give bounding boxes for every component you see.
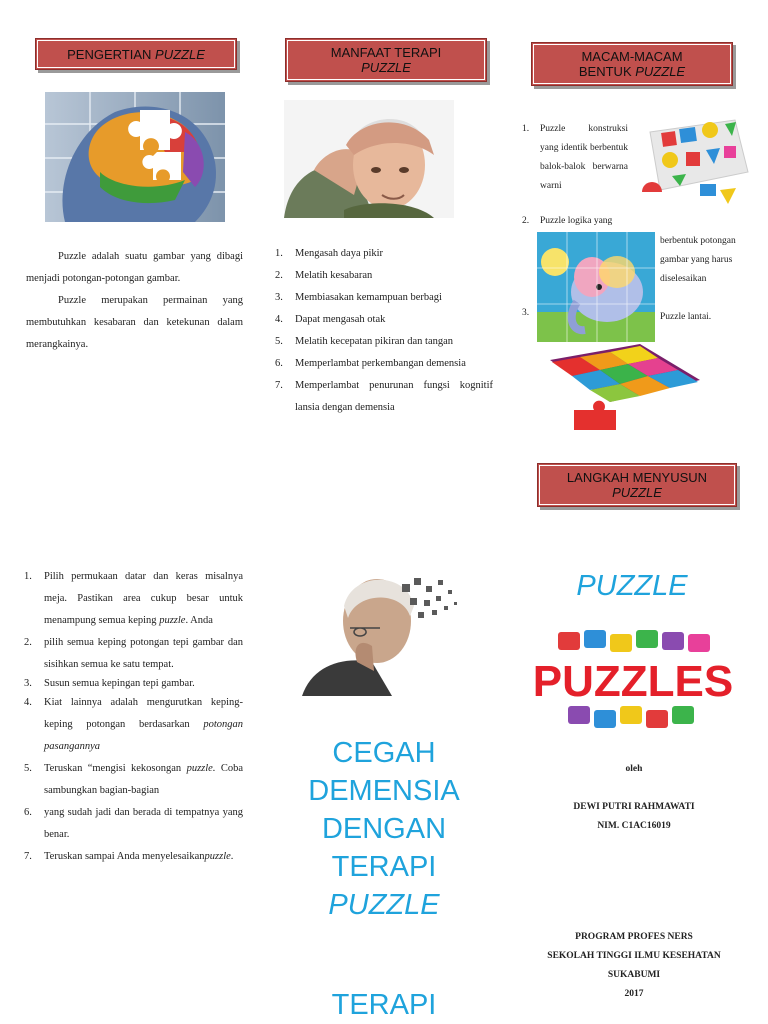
city: SUKABUMI xyxy=(607,970,661,980)
macam-item-2b: berbentuk potongan gambar yang harus diselesaikan xyxy=(660,236,736,284)
list-item: 6. Memperlambat perkembangan demensia xyxy=(275,358,466,369)
author-block xyxy=(530,798,738,836)
list-item: 5. Teruskan “mengisi kekosongan puzzle. Coba sambungkan bagian-bagian xyxy=(24,763,244,796)
list-item: 6. yang sudah jadi dan berada di tempatnya yang benar. xyxy=(24,807,243,840)
header-macam: MACAM-MACAM BENTUK PUZZLE xyxy=(531,42,733,86)
elephant-puzzle-image xyxy=(537,232,655,342)
macam-item-3-num: 3. xyxy=(522,308,530,318)
list-item: 2. pilih semua keping potongan tepi gambar dan sisihkan semua ke satu tempat. xyxy=(24,637,243,670)
cover-title: PUZZLE xyxy=(576,570,688,602)
author-nim: NIM. C1AC16019 xyxy=(597,821,671,831)
list-item: 7. Memperlambat penurunan fungsi kognitif lansia dengan demensia xyxy=(275,380,493,413)
macam-item-1: 1. Puzzle konstruksi yang identik berbentuk balok-balok berwarna warni xyxy=(522,124,628,191)
floor-puzzle-image xyxy=(540,340,710,438)
header-pengertian: PENGERTIAN PUZZLE xyxy=(35,38,237,70)
elderly-man-image xyxy=(284,100,454,218)
main-title: CEGAH DEMENSIA DENGAN TERAPI PUZZLE xyxy=(308,737,460,921)
list-item: 1. Pilih permukaan datar dan keras misalnya meja. Pastikan area cukup besar untuk menampung semua keping puzzle. Anda xyxy=(24,571,243,626)
puzzles-logo xyxy=(528,628,738,732)
list-item: 3. Susun semua kepingan tepi gambar. xyxy=(24,678,195,689)
list-item: 7. Teruskan sampai Anda menyelesaikanpuzzle. xyxy=(24,851,234,862)
header-manfaat: MANFAAT TERAPI PUZZLE xyxy=(285,38,487,82)
list-item: 5. Melatih kecepatan pikiran dan tangan xyxy=(275,336,454,347)
institution-block xyxy=(520,928,748,1004)
puzzles-logo-text: PUZZLES xyxy=(532,657,734,706)
pengertian-text: Puzzle adalah suatu gambar yang dibagi menjadi potongan-potongan gambar. Puzzle merupakan permainan yang membutuhkan kesabaran dan ketekunan dalam merangkainya. xyxy=(26,251,243,350)
list-item: 1. Mengasah daya pikir xyxy=(275,248,384,259)
brain-puzzle-image xyxy=(45,92,225,222)
oleh-label: oleh xyxy=(625,764,643,774)
macam-item-3: Puzzle lantai. xyxy=(660,312,712,322)
list-item: 2. Melatih kesabaran xyxy=(275,270,373,281)
list-item: 3. Membiasakan kemampuan berbagi xyxy=(275,292,442,303)
year: 2017 xyxy=(624,989,644,999)
school: SEKOLAH TINGGI ILMU KESEHATAN xyxy=(547,951,721,961)
dementia-man-image xyxy=(302,566,464,696)
manfaat-list xyxy=(275,243,493,419)
list-item: 4. Dapat mengasah otak xyxy=(275,314,386,325)
author-name: DEWI PUTRI RAHMAWATI xyxy=(573,802,695,812)
program: PROGRAM PROFES NERS xyxy=(575,932,693,942)
construction-puzzle-image xyxy=(640,112,752,208)
langkah-list xyxy=(24,566,243,868)
terapi-label: TERAPI xyxy=(331,989,437,1021)
header-langkah: LANGKAH MENYUSUN PUZZLE xyxy=(537,463,737,507)
macam-item-2: 2. Puzzle logika yang xyxy=(522,216,613,226)
list-item: 4. Kiat lainnya adalah mengurutkan keping-keping potongan berdasarkan potongan pasangannya xyxy=(24,697,243,752)
